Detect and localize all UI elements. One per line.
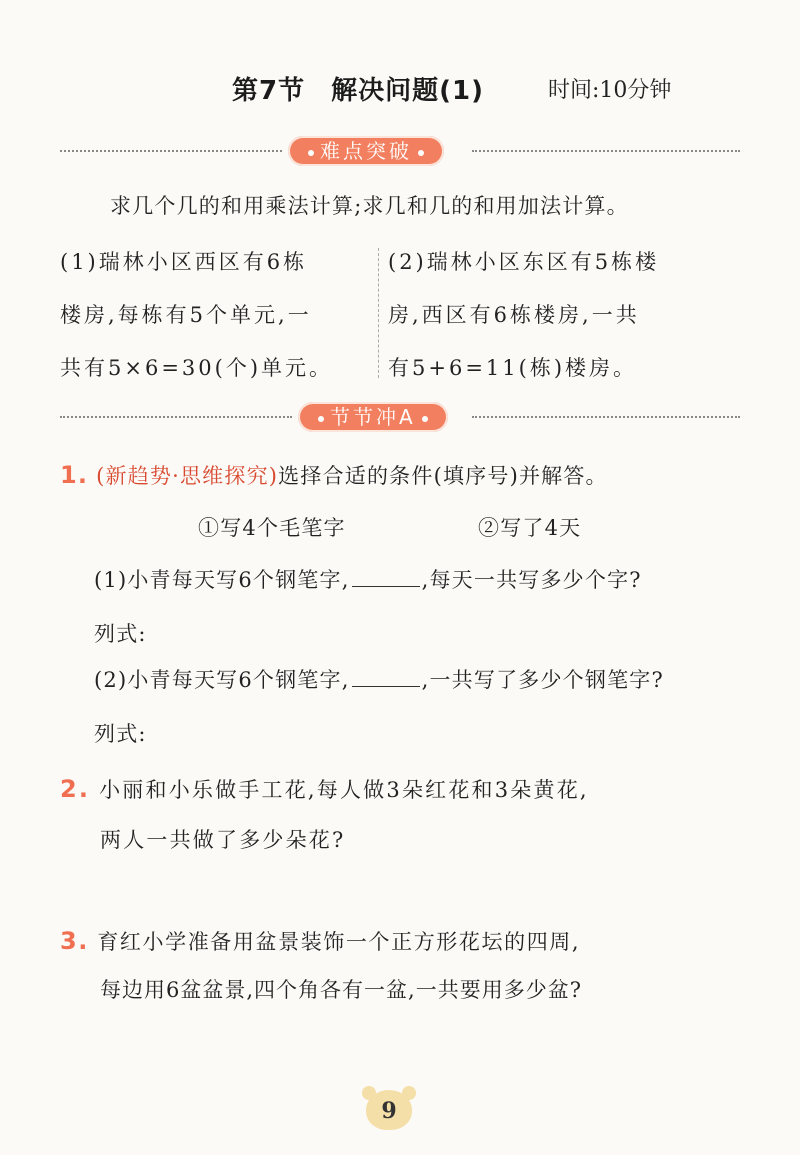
option-2: ②写了4天 [478, 516, 582, 540]
example-right-line2: 房,西区有6栋楼房,一共 [388, 303, 640, 327]
dotted-divider [60, 416, 292, 418]
subquestion-text: (2)小青每天写6个钢笔字, [94, 668, 350, 692]
answer-blank[interactable] [352, 668, 420, 687]
question-2 [60, 774, 589, 804]
subquestion-2 [94, 664, 664, 694]
question-tag: (新趋势·思维探究) [96, 464, 279, 488]
question-text: 小丽和小乐做手工花,每人做3朵红花和3朵黄花, [99, 778, 589, 802]
time-limit: 时间:10分钟 [548, 78, 672, 103]
answer-blank[interactable] [352, 568, 420, 587]
page-number-text: 9 [381, 1098, 397, 1124]
example-right-line1: (2)瑞林小区东区有5栋楼 [388, 250, 660, 274]
banner-label: 节节冲A [330, 405, 416, 429]
formula-label-2: 列式: [94, 722, 147, 746]
question-prompt: 选择合适的条件(填序号)并解答。 [278, 464, 608, 488]
question-text: 育红小学准备用盆景装饰一个正方形花坛的四周, [97, 930, 581, 954]
banner-label: 难点突破 [320, 139, 412, 163]
subquestion-1 [94, 564, 642, 594]
example-left-line1: (1)瑞林小区西区有6栋 [60, 250, 308, 274]
banner-difficulty [60, 136, 740, 166]
question-2-line2: 两人一共做了多少朵花? [100, 828, 346, 852]
question-number: 2. [60, 775, 91, 803]
question-1 [60, 460, 608, 490]
formula-label-1: 列式: [94, 622, 147, 646]
subquestion-text: (1)小青每天写6个钢笔字, [94, 568, 350, 592]
example-divider [378, 248, 379, 378]
question-number: 1. [60, 461, 89, 489]
question-number: 3. [60, 927, 90, 955]
page-number [366, 1090, 412, 1130]
dotted-divider [60, 150, 282, 152]
option-1: ①写4个毛笔字 [198, 516, 346, 540]
banner-practice [60, 402, 740, 432]
section-number: 第7节 [232, 76, 306, 106]
example-left-line3: 共有5×6=30(个)单元。 [60, 356, 334, 380]
bear-ear-icon [362, 1086, 376, 1100]
question-3-line2: 每边用6盆盆景,四个角各有一盆,一共要用多少盆? [100, 978, 582, 1002]
example-left-line2: 楼房,每栋有5个单元,一 [60, 303, 312, 327]
section-title [232, 70, 484, 107]
dotted-divider [472, 150, 740, 152]
question-3 [60, 926, 580, 956]
section-name: 解决问题(1) [331, 76, 484, 106]
bear-ear-icon [402, 1086, 416, 1100]
subquestion-text: ,每天一共写多少个字? [421, 568, 642, 592]
rule-text: 求几个几的和用乘法计算;求几和几的和用加法计算。 [110, 194, 629, 218]
example-right-line3: 有5+6=11(栋)楼房。 [388, 356, 638, 380]
subquestion-text: ,一共写了多少个钢笔字? [421, 668, 664, 692]
dotted-divider [472, 416, 740, 418]
banner-pill [288, 136, 444, 166]
banner-pill [298, 402, 448, 432]
